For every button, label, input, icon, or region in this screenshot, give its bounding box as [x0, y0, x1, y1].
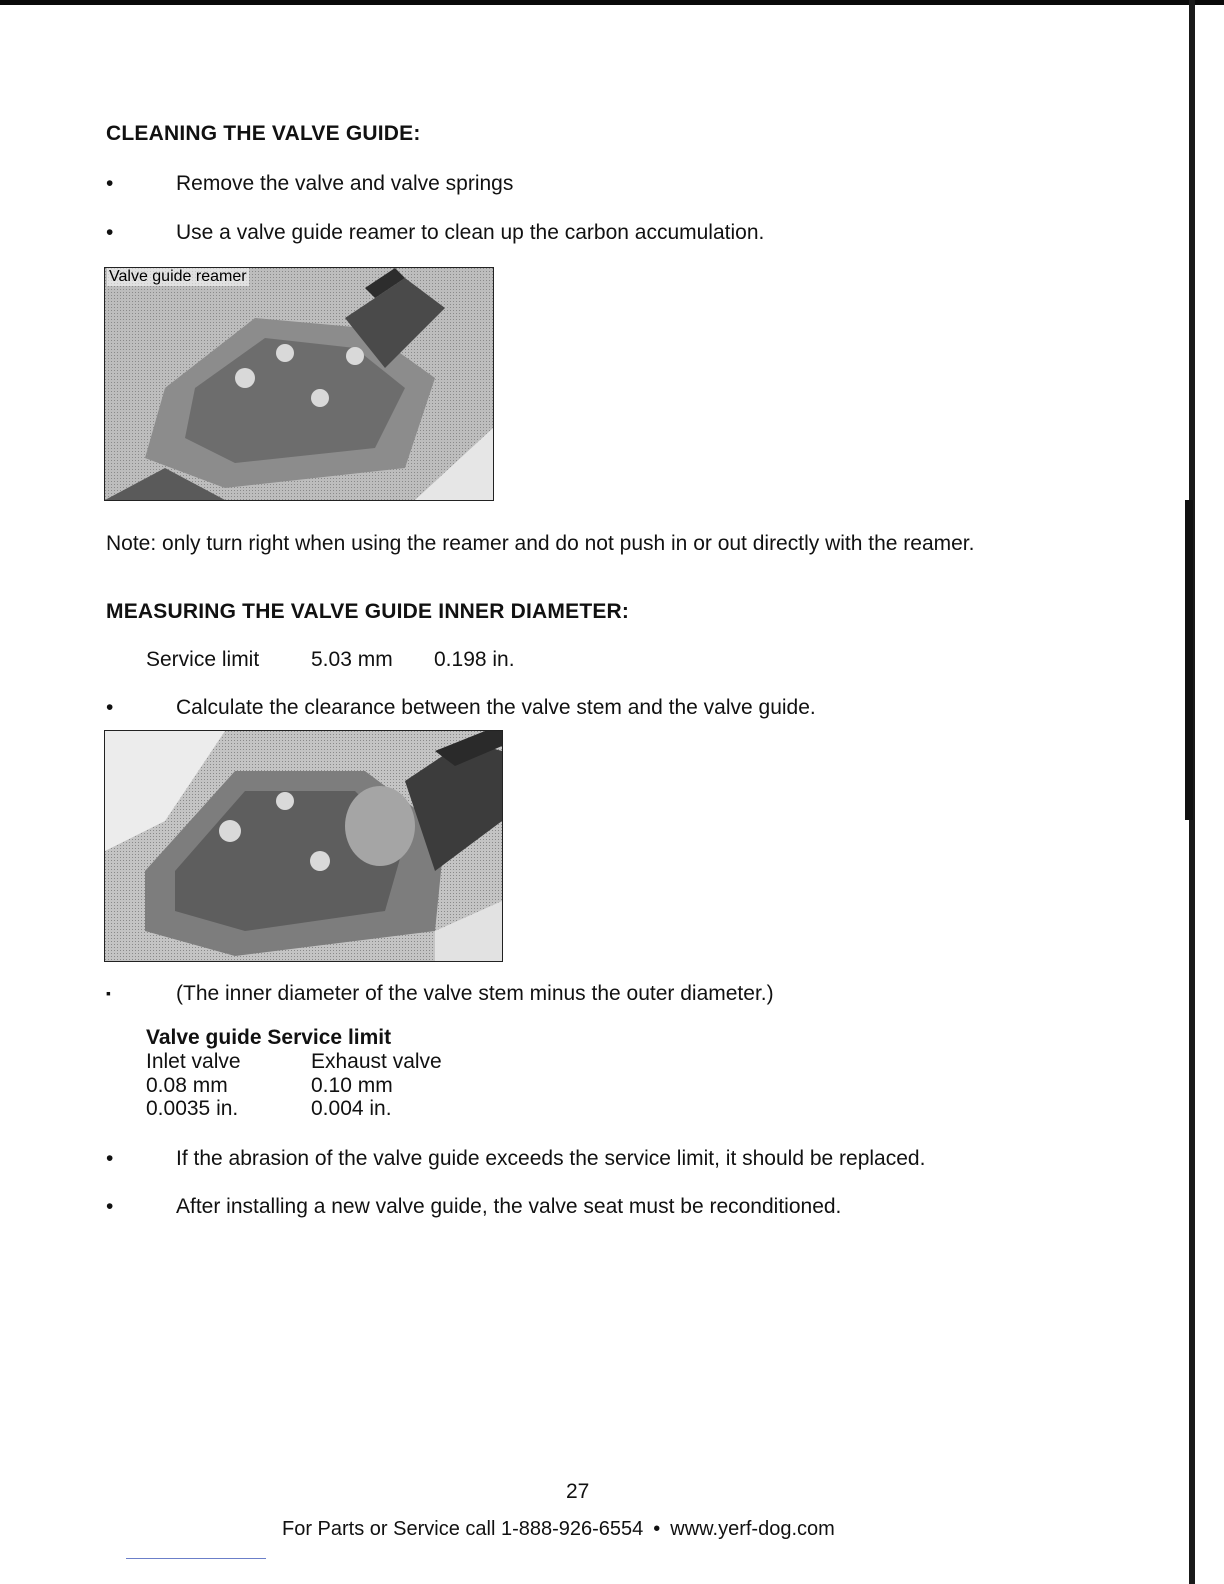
- heading-cleaning-valve-guide: CLEANING THE VALVE GUIDE:: [106, 122, 421, 145]
- service-limit-inch: 0.198 in.: [434, 648, 515, 671]
- footer-separator: •: [653, 1518, 661, 1540]
- bullet-text: Use a valve guide reamer to clean up the carbon accumulation.: [176, 221, 765, 244]
- table-cell: 0.10 mm: [311, 1074, 393, 1097]
- engine-head-illustration: [105, 731, 502, 961]
- note-text: Note: only turn right when using the reamer and do not push in or out directly with the reamer.: [106, 532, 975, 555]
- bullet-icon: •: [106, 1147, 114, 1170]
- page-number: 27: [566, 1480, 590, 1503]
- bullet-icon: •: [106, 221, 114, 244]
- service-limit-table-title: Valve guide Service limit: [146, 1026, 392, 1049]
- service-limit-mm: 5.03 mm: [311, 648, 393, 671]
- table-header: Inlet valve: [146, 1050, 241, 1073]
- valve-guide-reamer-photo: [104, 267, 494, 501]
- bullet-icon: •: [106, 696, 114, 719]
- bullet-text: (The inner diameter of the valve stem minus the outer diameter.): [176, 982, 774, 1005]
- engine-head-illustration: [105, 268, 493, 500]
- bullet-text: Calculate the clearance between the valve stem and the valve guide.: [176, 696, 816, 719]
- bullet-icon: •: [106, 1195, 114, 1218]
- table-cell: 0.08 mm: [146, 1074, 228, 1097]
- square-bullet-icon: ▪: [106, 985, 111, 1001]
- photo-caption: Valve guide reamer: [109, 268, 247, 285]
- heading-measuring-valve-guide: MEASURING THE VALVE GUIDE INNER DIAMETER:: [106, 600, 630, 623]
- footer-website: www.yerf-dog.com: [670, 1518, 835, 1540]
- footer-contact: [282, 1518, 835, 1541]
- table-cell: 0.004 in.: [311, 1097, 392, 1120]
- bullet-text: After installing a new valve guide, the valve seat must be reconditioned.: [176, 1195, 842, 1218]
- table-cell: 0.0035 in.: [146, 1097, 239, 1120]
- footer-phone-text: For Parts or Service call 1-888-926-6554: [282, 1518, 644, 1540]
- scan-edge-shadow: [1185, 500, 1193, 820]
- service-limit-label: Service limit: [146, 648, 260, 671]
- bullet-text: If the abrasion of the valve guide exceeds the service limit, it should be replaced.: [176, 1147, 926, 1170]
- scan-artifact-line: [126, 1558, 266, 1559]
- bullet-text: Remove the valve and valve springs: [176, 172, 514, 195]
- bullet-icon: •: [106, 172, 114, 195]
- valve-guide-measure-photo: [104, 730, 503, 962]
- table-header: Exhaust valve: [311, 1050, 442, 1073]
